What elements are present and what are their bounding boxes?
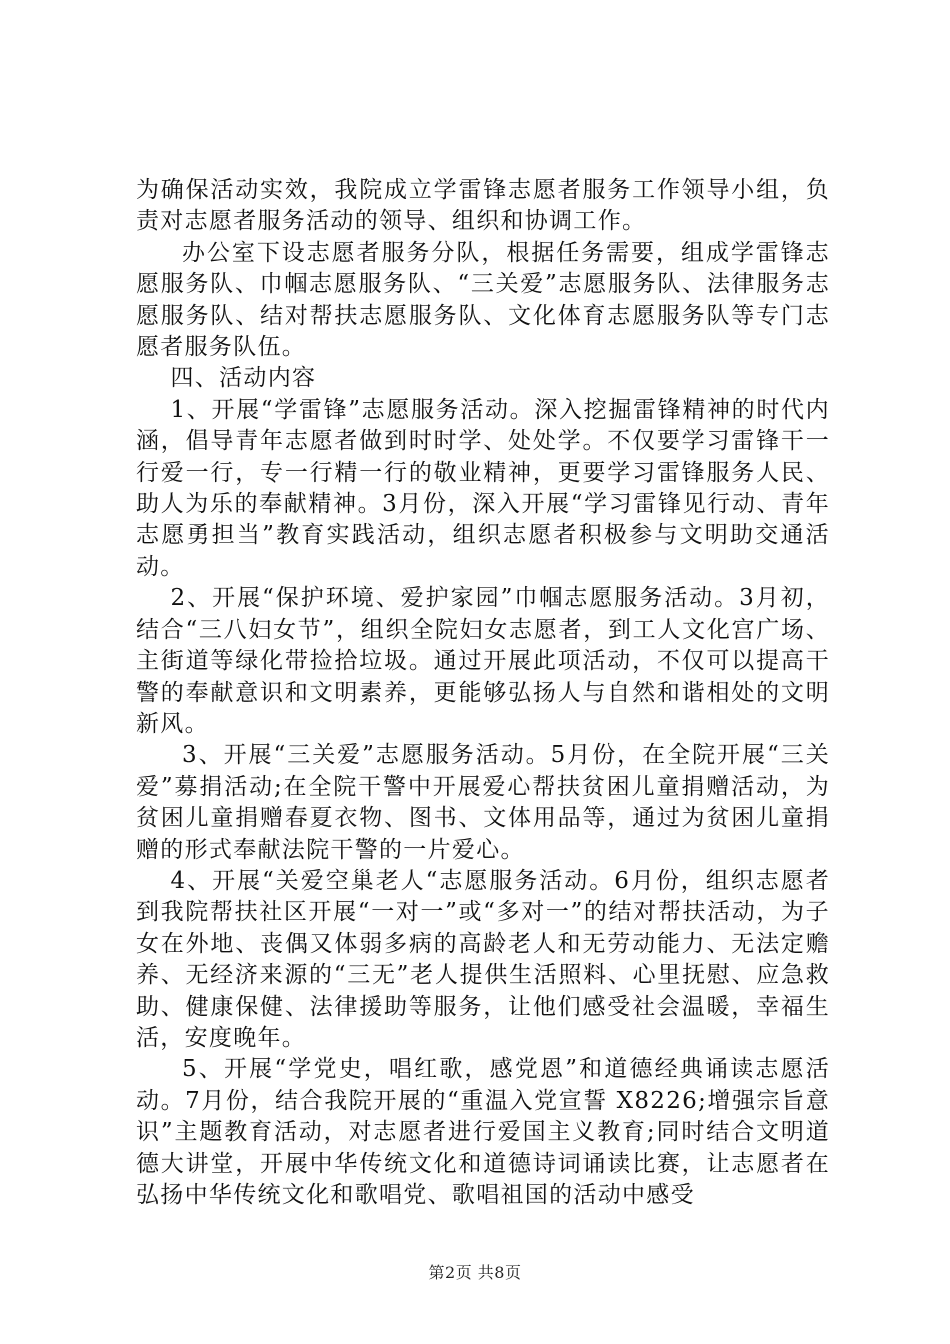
paragraph-activity-5: 5、开展“学党史，唱红歌，感党恩”和道德经典诵读志愿活动。7月份，结合我院开展的“重温入党宣誓 X8226;增强宗旨意识”主题教育活动，对志愿者进行爱国主义教育;同时结合文明道德大讲堂，开展中华传统文化和道德诗词诵读比赛，让志愿者在弘扬中华传统文化和歌唱党、歌唱祖国的活动中感受 [136,1056,830,1208]
paragraph-activity-4: 4、开展“关爱空巢老人“志愿服务活动。6月份，组织志愿者到我院帮扶社区开展“一对一”或“多对一”的结对帮扶活动，为子女在外地、丧偶又体弱多病的高龄老人和无劳动能力、无法定赡养、无经济来源的“三无”老人提供生活照料、心里抚慰、应急救助、健康保健、法律援助等服务，让他们感受社会温暖，幸福生活，安度晚年。 [136,867,830,1051]
page-number-footer: 第2页 共8页 [428,1263,522,1282]
paragraph-activity-3: 3、开展“三关爱”志愿服务活动。5月份，在全院开展“三关爱”募捐活动;在全院干警中开展爱心帮扶贫困儿童捐赠活动，为贫困儿童捐赠春夏衣物、图书、文体用品等，通过为贫困儿童捐赠的形式奉献法院干警的一片爱心。 [136,742,830,863]
paragraph-activity-2: 2、开展“保护环境、爱护家园”巾帼志愿服务活动。3月初，结合“三八妇女节”，组织全院妇女志愿者，到工人文化宫广场、主街道等绿化带捡拾垃圾。通过开展此项活动，不仅可以提高干警的奉献意识和文明素养，更能够弘扬人与自然和谐相处的文明新风。 [136,585,830,737]
paragraph-leadership-group: 为确保活动实效，我院成立学雷锋志愿者服务工作领导小组，负责对志愿者服务活动的领导、组织和协调工作。 [136,177,830,235]
paragraph-activity-1: 1、开展“学雷锋”志愿服务活动。深入挖掘雷锋精神的时代内涵，倡导青年志愿者做到时时学、处处学。不仅要学习雷锋干一行爱一行，专一行精一行的敬业精神，更要学习雷锋服务人民、助人为乐的奉献精神。3月份，深入开展“学习雷锋见行动、青年志愿勇担当”教育实践活动，组织志愿者积极参与文明助交通活动。 [136,396,830,580]
document-body [136,175,830,1211]
paragraph-service-teams: 办公室下设志愿者服务分队，根据任务需要，组成学雷锋志愿服务队、巾帼志愿服务队、“三关爱”志愿服务队、法律服务志愿服务队、结对帮扶志愿服务队、文化体育志愿服务队等专门志愿者服务队伍。 [136,239,830,361]
section-heading-activity-content: 四、活动内容 [170,365,317,392]
